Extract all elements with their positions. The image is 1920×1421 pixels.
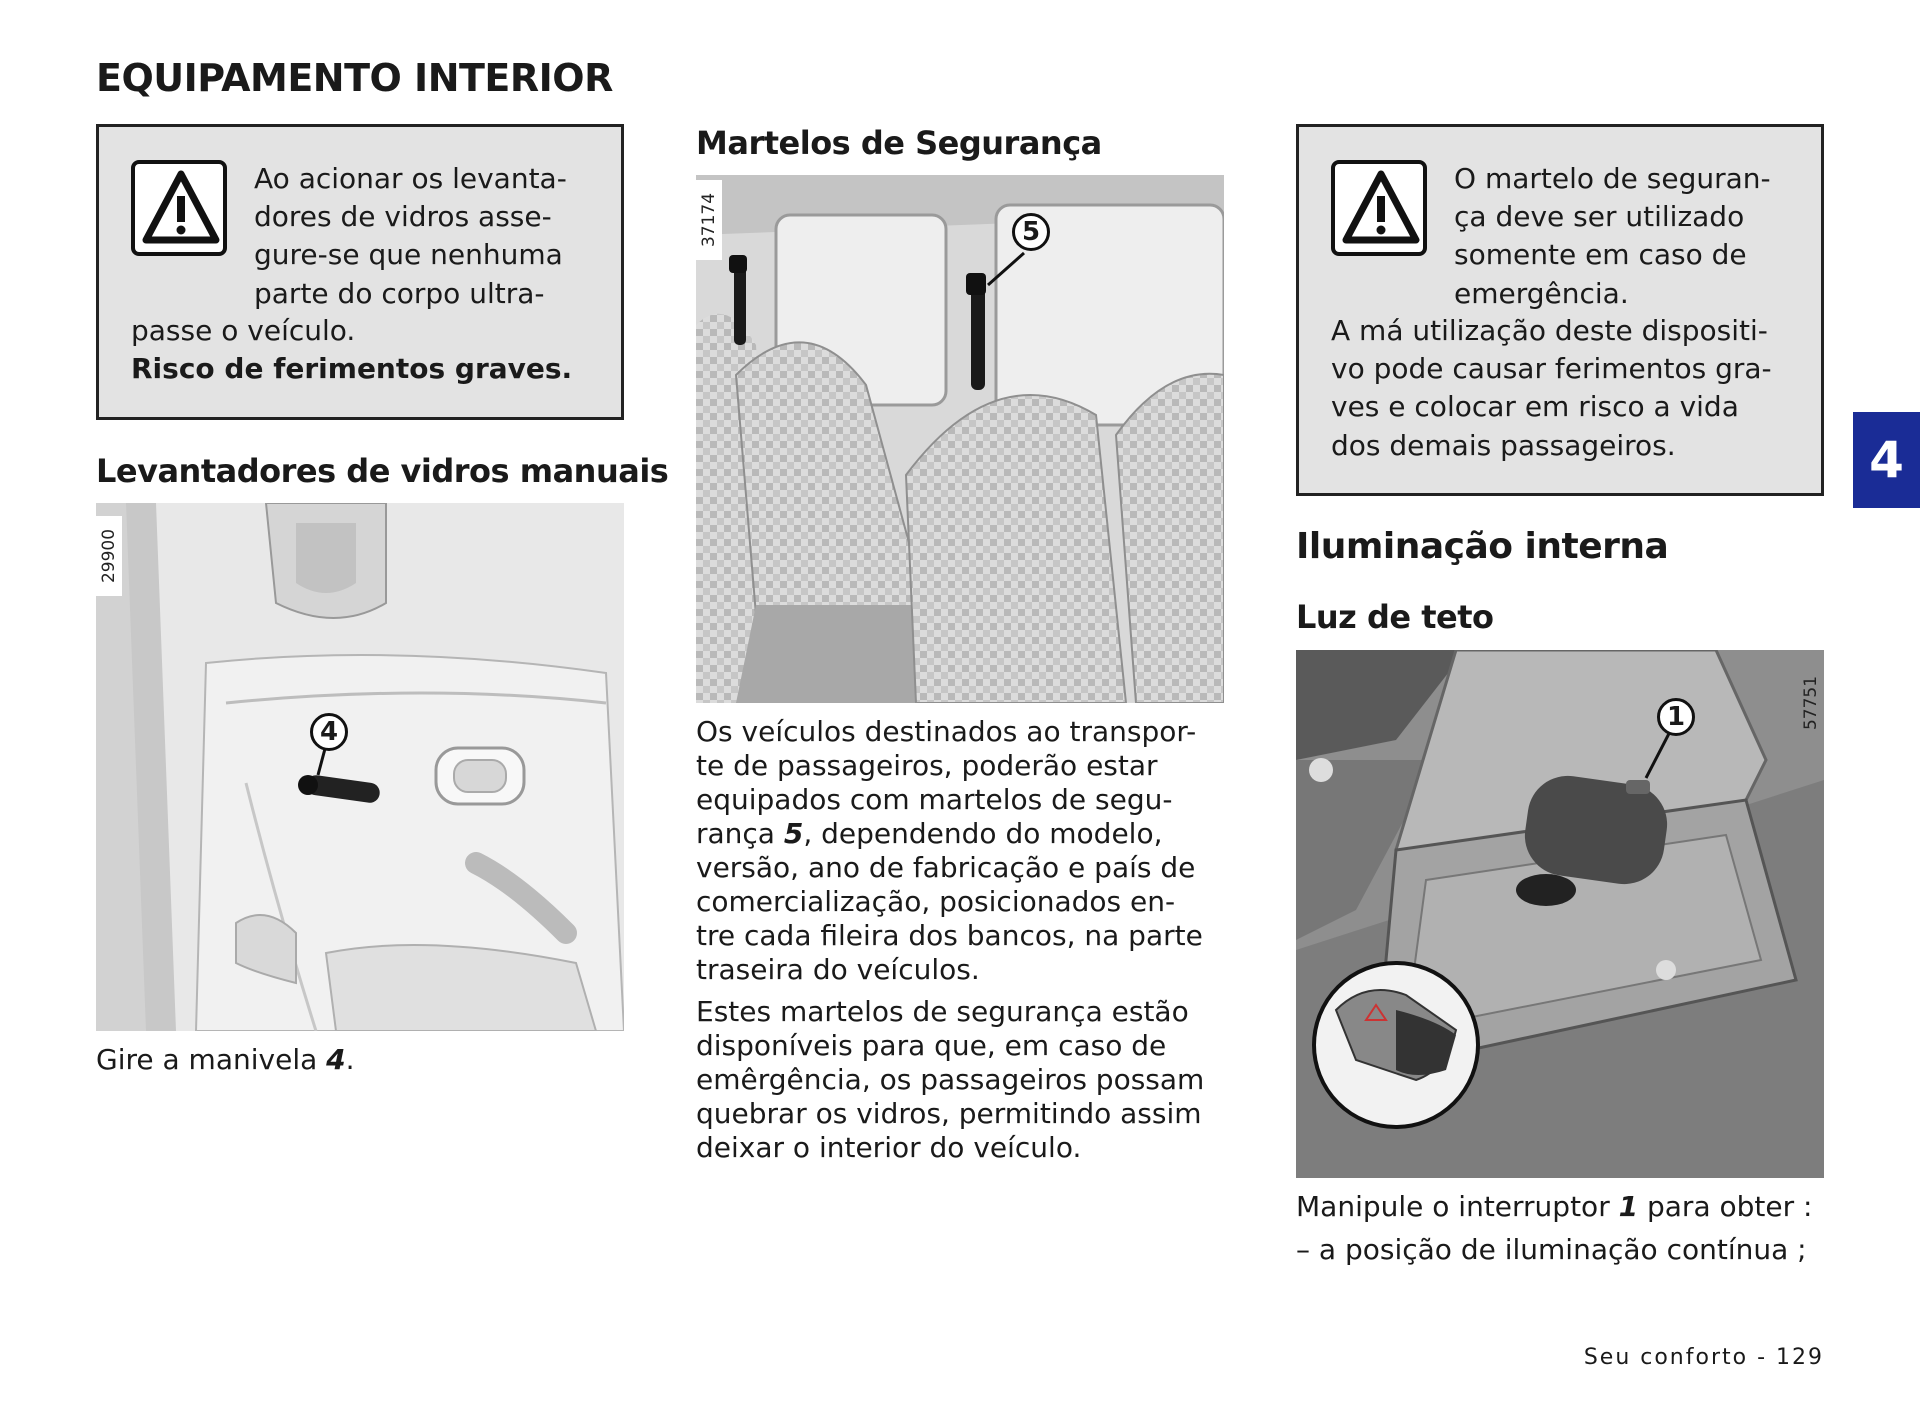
text-line-ref xyxy=(696,817,1203,851)
callout-4: 4 xyxy=(310,713,348,751)
callout-5: 5 xyxy=(1012,213,1050,251)
warning-line: dos demais passageiros. xyxy=(1331,428,1676,462)
warning-line: dores de vidros asse- xyxy=(254,200,552,234)
warning-line: parte do corpo ultra- xyxy=(254,276,545,310)
section-title: EQUIPAMENTO INTERIOR xyxy=(96,56,613,100)
figure-window-crank xyxy=(96,503,624,1031)
chapter-tab: 4 xyxy=(1853,412,1920,508)
warning-triangle-icon xyxy=(131,160,227,256)
text-line: comercialização, posicionados en- xyxy=(696,885,1176,918)
warning-line: emergência. xyxy=(1454,276,1629,310)
warning-text-left-cont xyxy=(131,312,572,388)
warning-text-right xyxy=(1454,160,1771,313)
warning-triangle-icon xyxy=(1331,160,1427,256)
warning-text-left xyxy=(254,160,567,313)
warning-box-right xyxy=(1296,124,1824,496)
text-line: disponíveis para que, em caso de xyxy=(696,1029,1167,1062)
warning-line: O martelo de seguran- xyxy=(1454,162,1771,195)
caption-ref: 4 xyxy=(326,1043,346,1076)
caption-suffix: . xyxy=(345,1043,355,1076)
heading-interior-lighting: Iluminação interna xyxy=(1296,526,1669,567)
text-line: emêrgência, os passageiros possam xyxy=(696,1063,1205,1096)
warning-line: somente em caso de xyxy=(1454,238,1747,272)
text-line: versão, ano de fabricação e país de xyxy=(696,851,1196,884)
instruction-text: Manipule o interruptor xyxy=(1296,1190,1619,1223)
caption-manual-windows xyxy=(96,1043,355,1077)
figure-code: 37174 xyxy=(696,180,722,260)
text-line: quebrar os vidros, permitindo assim xyxy=(696,1097,1202,1130)
paragraph-hammers-1 xyxy=(696,715,1203,987)
warning-line: A má utilização deste dispositi- xyxy=(1331,314,1768,347)
text-ref: 5 xyxy=(783,817,804,850)
warning-line: ves e colocar em risco a vida xyxy=(1331,390,1739,424)
figure-ceiling-light xyxy=(1296,650,1824,1178)
text-line: traseira do veículos. xyxy=(696,953,980,986)
warning-line: vo pode causar ferimentos gra- xyxy=(1331,352,1772,386)
warning-line: passe o veículo. xyxy=(131,314,356,347)
text-ref-suffix: , dependendo do modelo, xyxy=(803,817,1163,850)
text-line: equipados com martelos de segu- xyxy=(696,783,1173,816)
warning-bold-line: Risco de ferimentos graves. xyxy=(131,352,573,386)
warning-line: Ao acionar os levanta- xyxy=(254,162,567,195)
text-line: deixar o interior do veículo. xyxy=(696,1131,1082,1164)
paragraph-hammers-2 xyxy=(696,995,1204,1165)
callout-1: 1 xyxy=(1657,698,1695,736)
text-line: te de passageiros, poderão estar xyxy=(696,749,1158,782)
figure-safety-hammers xyxy=(696,175,1224,703)
warning-line: ça deve ser utilizado xyxy=(1454,200,1745,234)
text-ref-prefix: rança xyxy=(696,817,784,850)
text-line: Os veículos destinados ao transpor- xyxy=(696,715,1197,748)
heading-safety-hammers: Martelos de Segurança xyxy=(696,124,1102,162)
warning-text-right-cont xyxy=(1331,312,1772,465)
subheading-ceiling-light: Luz de teto xyxy=(1296,598,1494,636)
warning-box-left xyxy=(96,124,624,420)
heading-manual-windows: Levantadores de vidros manuais xyxy=(96,452,669,490)
lighting-instruction xyxy=(1296,1190,1812,1224)
text-line: Estes martelos de segurança estão xyxy=(696,995,1189,1028)
instruction-suffix: para obter : xyxy=(1638,1190,1813,1223)
warning-line: gure-se que nenhuma xyxy=(254,238,563,272)
text-line: tre cada fileira dos bancos, na parte xyxy=(696,919,1203,952)
figure-code: 57751 xyxy=(1801,675,1821,731)
figure-code: 29900 xyxy=(96,516,122,596)
instruction-ref: 1 xyxy=(1618,1190,1639,1223)
page-footer: Seu conforto - 129 xyxy=(1583,1345,1824,1370)
lighting-bullet: – a posição de iluminação contínua ; xyxy=(1296,1233,1807,1266)
caption-text: Gire a manivela xyxy=(96,1043,327,1076)
